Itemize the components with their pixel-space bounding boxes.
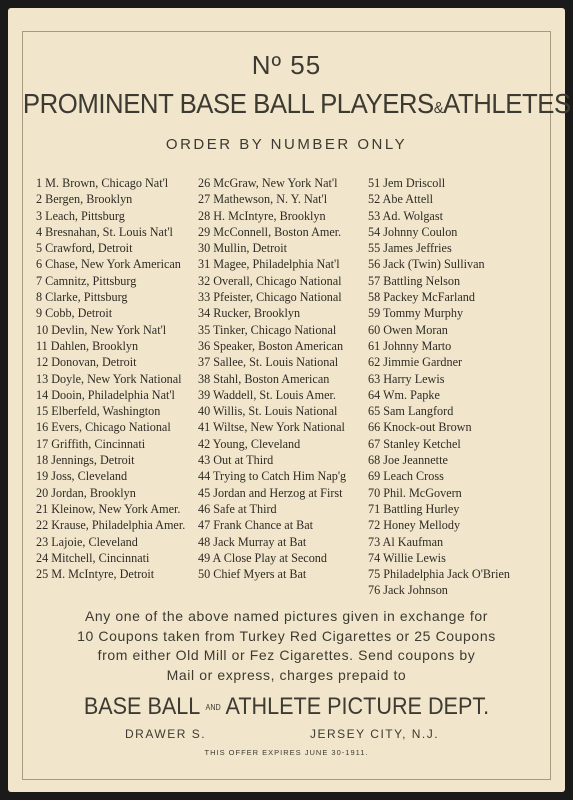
dept-part1: BASE BALL	[83, 693, 200, 720]
list-item: 71 Battling Hurley	[368, 501, 460, 516]
list-item: 29 McConnell, Boston Amer.	[198, 224, 342, 239]
list-item: 26 McGraw, New York Nat'l	[198, 176, 338, 190]
list-item: 41 Wiltse, New York National	[198, 420, 345, 435]
title-part1: PROMINENT BASE BALL PLAYERS	[22, 88, 434, 119]
list-item: 57 Battling Nelson	[368, 273, 461, 288]
list-item: 15 Elberfeld, Washington	[36, 404, 161, 419]
list-item: 12 Donovan, Detroit	[36, 355, 137, 370]
list-item: 30 Mullin, Detroit	[198, 241, 288, 256]
list-item: 59 Tommy Murphy	[368, 306, 464, 321]
list-item: 2 Bergen, Brooklyn	[36, 192, 133, 207]
list-item: 44 Trying to Catch Him Nap'g	[198, 469, 347, 484]
list-item: 25 M. McIntyre, Detroit	[36, 567, 155, 582]
city-address: JERSEY CITY, N.J.	[310, 727, 440, 741]
list-item: 53 Ad. Wolgast	[368, 208, 443, 223]
dept-and: AND	[205, 703, 221, 713]
list-item: 48 Jack Murray at Bat	[198, 534, 307, 549]
card-number: Nº 55	[251, 50, 322, 80]
list-item: 23 Lajoie, Cleveland	[36, 534, 138, 549]
list-item: 60 Owen Moran	[368, 322, 448, 337]
list-item: 5 Crawford, Detroit	[36, 241, 133, 256]
list-item: 6 Chase, New York American	[36, 257, 181, 272]
player-list-column-1	[36, 175, 185, 582]
list-item: 49 A Close Play at Second	[198, 550, 327, 565]
list-item: 1 M. Brown, Chicago Nat'l	[36, 176, 169, 190]
list-item: 56 Jack (Twin) Sullivan	[368, 257, 485, 272]
list-item: 42 Young, Cleveland	[198, 436, 301, 451]
list-item: 65 Sam Langford	[368, 404, 454, 419]
list-item: 45 Jordan and Herzog at First	[198, 485, 343, 500]
title-ampersand: &	[433, 100, 444, 117]
list-item: 58 Packey McFarland	[368, 290, 475, 305]
list-item: 13 Doyle, New York National	[36, 371, 182, 386]
player-list-column-3	[368, 175, 510, 599]
list-item: 70 Phil. McGovern	[368, 485, 462, 500]
list-item: 17 Griffith, Cincinnati	[36, 436, 146, 451]
list-item: 4 Bresnahan, St. Louis Nat'l	[36, 224, 173, 239]
list-item: 19 Joss, Cleveland	[36, 469, 128, 484]
offer-text	[40, 607, 533, 685]
list-item: 47 Frank Chance at Bat	[198, 518, 314, 533]
offer-line: from either Old Mill or Fez Cigarettes. Send coupons by	[97, 647, 476, 663]
list-item: 61 Johnny Marto	[368, 338, 452, 353]
offer-line: Mail or express, charges prepaid to	[166, 666, 407, 683]
list-item: 33 Pfeister, Chicago National	[198, 290, 342, 305]
list-item: 36 Speaker, Boston American	[198, 338, 344, 353]
player-list-column-2	[198, 175, 346, 582]
list-item: 27 Mathewson, N. Y. Nat'l	[198, 192, 328, 207]
list-item: 46 Safe at Third	[198, 501, 277, 516]
list-item: 66 Knock-out Brown	[368, 420, 472, 435]
list-item: 43 Out at Third	[198, 453, 274, 468]
list-item: 68 Joe Jeannette	[368, 453, 448, 468]
list-item: 52 Abe Attell	[368, 192, 433, 207]
list-item: 3 Leach, Pittsburg	[36, 208, 125, 223]
list-item: 21 Kleinow, New York Amer.	[36, 501, 181, 516]
list-item: 32 Overall, Chicago National	[198, 273, 342, 288]
list-item: 34 Rucker, Brooklyn	[198, 306, 301, 321]
title-part2: ATHLETES	[443, 88, 571, 119]
offer-expiry: THIS OFFER EXPIRES JUNE 30-1911.	[204, 748, 369, 757]
list-item: 37 Sallee, St. Louis National	[198, 355, 339, 370]
list-item: 76 Jack Johnson	[368, 583, 448, 598]
list-item: 35 Tinker, Chicago National	[198, 322, 337, 337]
list-item: 39 Waddell, St. Louis Amer.	[198, 387, 336, 402]
list-item: 74 Willie Lewis	[368, 550, 446, 565]
list-item: 11 Dahlen, Brooklyn	[36, 338, 139, 353]
dept-part2: ATHLETE PICTURE DEPT.	[225, 693, 490, 720]
list-item: 9 Cobb, Detroit	[36, 306, 113, 321]
list-item: 64 Wm. Papke	[368, 387, 440, 402]
list-item: 54 Johnny Coulon	[368, 224, 458, 239]
list-item: 62 Jimmie Gardner	[368, 355, 463, 370]
list-item: 10 Devlin, New York Nat'l	[36, 322, 167, 337]
drawer-address: DRAWER S.	[125, 727, 207, 741]
list-item: 55 James Jeffries	[368, 241, 452, 256]
list-item: 63 Harry Lewis	[368, 371, 445, 386]
list-item: 40 Willis, St. Louis National	[198, 404, 338, 419]
list-item: 7 Camnitz, Pittsburg	[36, 273, 137, 288]
list-item: 75 Philadelphia Jack O'Brien	[368, 567, 510, 582]
list-item: 14 Dooin, Philadelphia Nat'l	[36, 387, 175, 402]
list-item: 28 H. McIntyre, Brooklyn	[198, 208, 326, 223]
list-item: 67 Stanley Ketchel	[368, 436, 461, 451]
list-item: 73 Al Kaufman	[368, 534, 444, 549]
list-item: 50 Chief Myers at Bat	[198, 567, 307, 582]
list-item: 22 Krause, Philadelphia Amer.	[36, 518, 186, 533]
list-item: 38 Stahl, Boston American	[198, 371, 330, 386]
list-item: 18 Jennings, Detroit	[36, 453, 135, 468]
card-title	[22, 88, 571, 120]
list-item: 8 Clarke, Pittsburg	[36, 290, 128, 305]
list-item: 24 Mitchell, Cincinnati	[36, 550, 150, 565]
order-note: ORDER BY NUMBER ONLY	[165, 136, 408, 153]
offer-line: 10 Coupons taken from Turkey Red Cigarettes or 25 Coupons	[77, 627, 496, 644]
list-item: 20 Jordan, Brooklyn	[36, 485, 136, 500]
department-name	[29, 693, 545, 721]
offer-line: Any one of the above named pictures given in exchange for	[84, 608, 489, 624]
list-item: 31 Magee, Philadelphia Nat'l	[198, 257, 340, 272]
list-item: 69 Leach Cross	[368, 469, 444, 484]
list-item: 16 Evers, Chicago National	[36, 420, 171, 435]
list-item: 72 Honey Mellody	[368, 518, 461, 533]
list-item: 51 Jem Driscoll	[368, 176, 446, 190]
